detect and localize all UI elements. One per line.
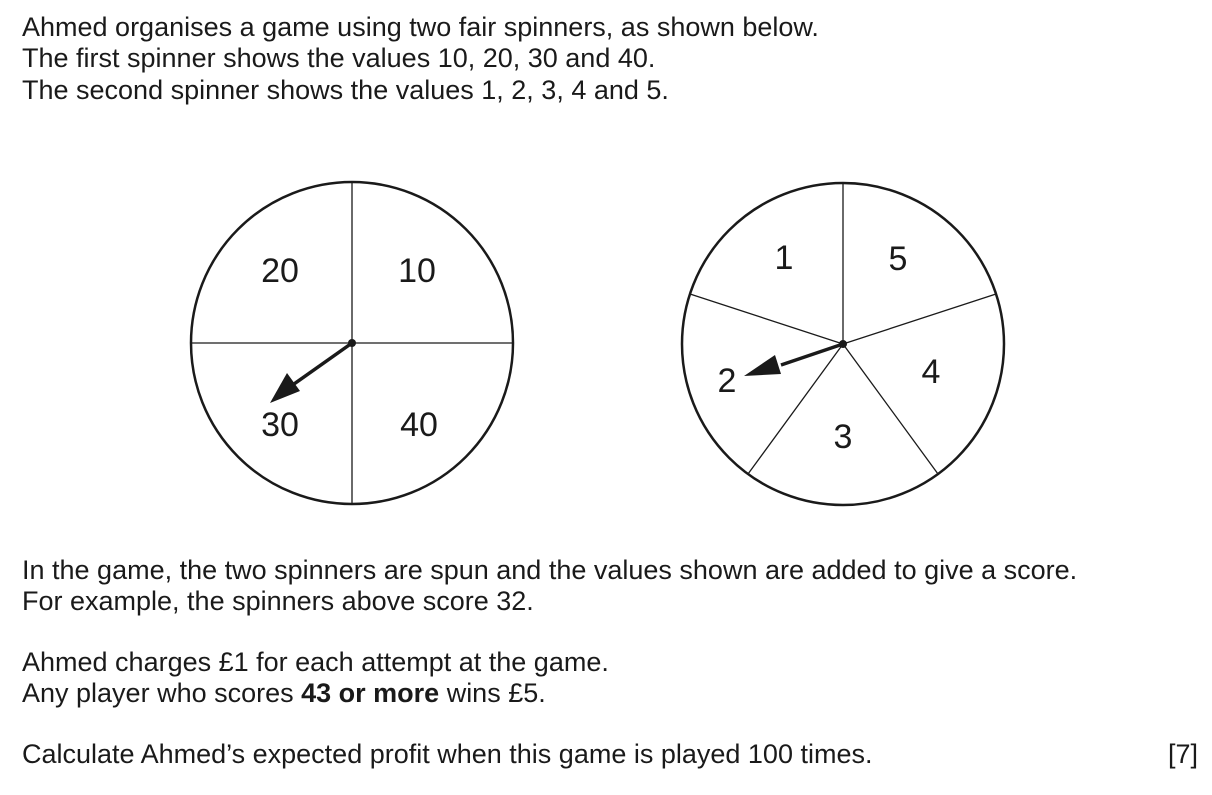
question-text: Calculate Ahmed’s expected profit when this game is played 100 times. [22,739,873,769]
rules-line-4 [22,678,546,709]
spinner-two-pointer [744,340,847,376]
spinner-two-label-2: 2 [717,362,737,400]
spinner-one-pointer [270,339,356,403]
spinner-two-divider-2 [843,294,996,344]
rules-line-2: For example, the spinners above score 32. [22,586,534,616]
spinner-two-divider-4 [748,344,843,474]
spinner-one-label-30: 30 [261,406,299,444]
rules-line-4-before: Any player who scores [22,678,302,708]
rules-line-4-after: wins £5. [439,678,546,708]
spinner-two-label-1: 1 [774,239,794,277]
spinner-one-label-20: 20 [261,252,299,290]
spinner-two-label-3: 3 [833,418,853,456]
spinner-two [681,182,1007,508]
spinner-one-label-40: 40 [400,406,438,444]
rules-line-4-bold: 43 or more [301,678,440,708]
spinner-two-label-5: 5 [888,240,908,278]
spinner-one-label-10: 10 [398,252,436,290]
rules-line-1: In the game, the two spinners are spun and the values shown are added to give a score. [22,555,1078,585]
spinner-two-label-4: 4 [921,353,941,391]
intro-line-1: Ahmed organises a game using two fair spinners, as shown below. [22,12,819,42]
rules-line-3: Ahmed charges £1 for each attempt at the game. [22,647,609,677]
intro-line-3: The second spinner shows the values 1, 2, 3, 4 and 5. [22,75,669,105]
spinner-two-divider-5 [690,294,843,344]
spinner-one [190,181,516,507]
question-marks: [7] [1167,739,1198,769]
intro-line-2: The first spinner shows the values 10, 20, 30 and 40. [22,43,656,73]
